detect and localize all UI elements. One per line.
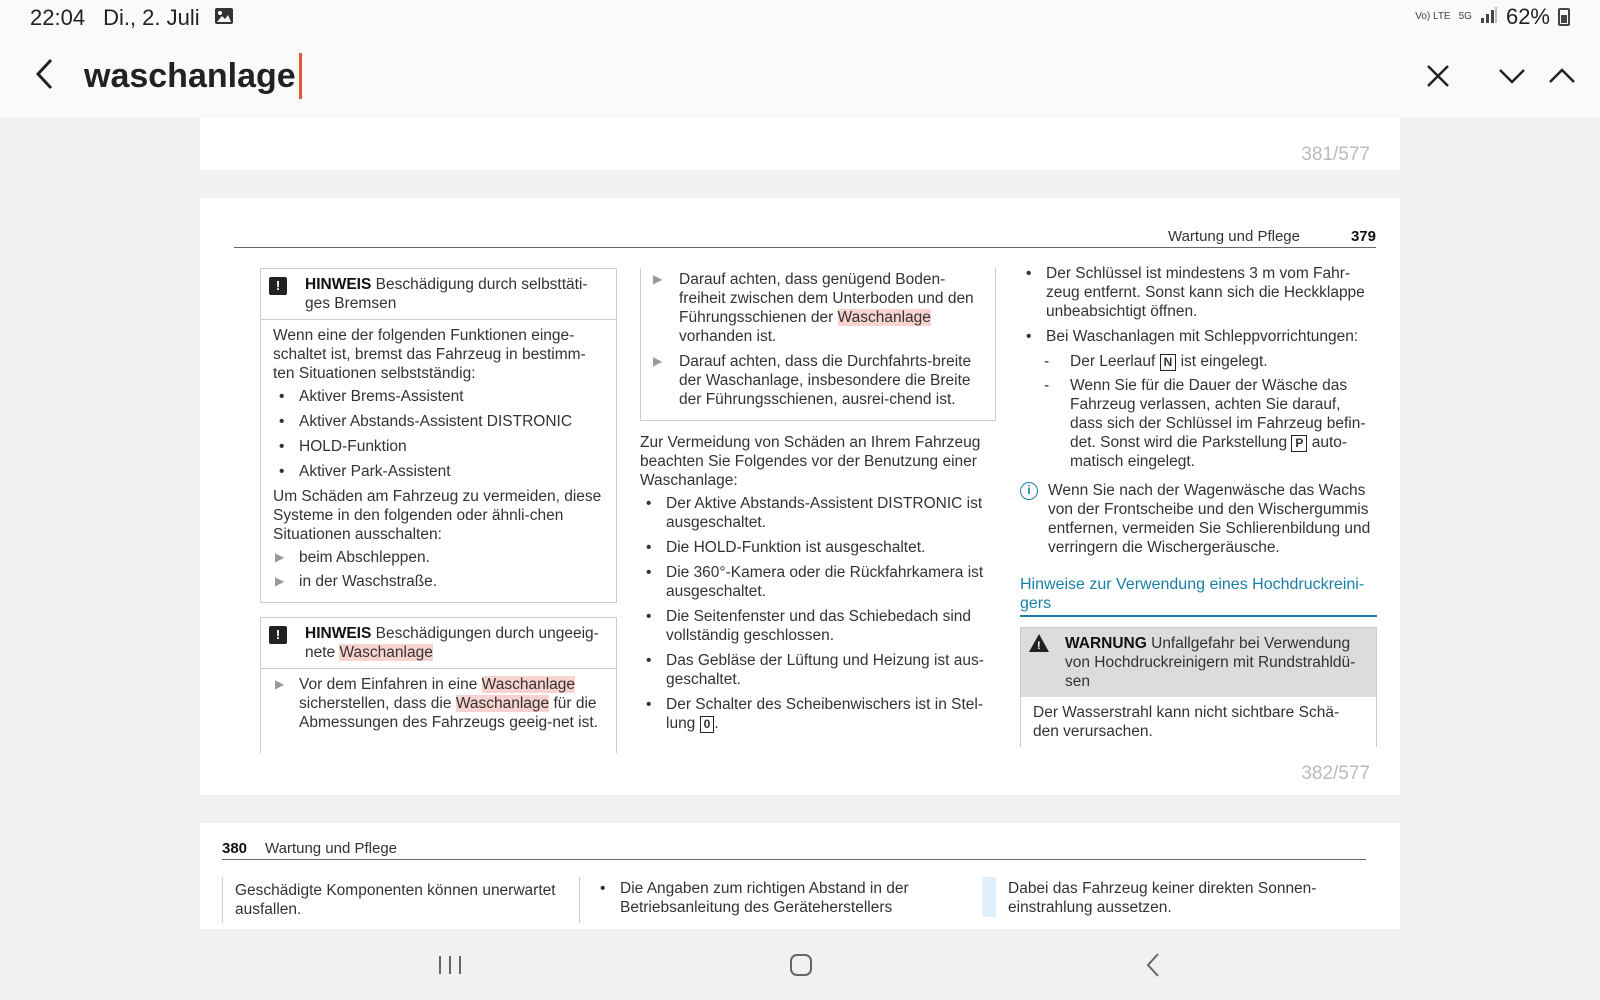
step-item: ▶ Vor dem Einfahren in eine Waschanlage sicherstellen, dass die Waschanlage für die Abmessungen des Fahrzeugs geeig-net ist. (275, 676, 598, 731)
home-icon (788, 952, 814, 978)
info-icon: i (1020, 482, 1038, 500)
key-symbol: N (1160, 354, 1177, 371)
list-item: • Die HOLD-Funktion ist ausgeschaltet. (640, 538, 996, 557)
chevron-up-icon (1547, 66, 1577, 86)
warning-header: ! WARNUNG Unfallgefahr bei Verwendung von Hochdruckreinigern mit Rundstrahldü-sen (1021, 628, 1376, 697)
section-title: Hinweise zur Verwendung eines Hochdruckreini-gers (1020, 575, 1377, 617)
previous-result-button[interactable] (1540, 54, 1584, 98)
next-result-button[interactable] (1490, 54, 1534, 98)
home-button[interactable] (776, 945, 826, 985)
recent-apps-button[interactable] (425, 945, 475, 985)
arrow-right-icon: ▶ (275, 574, 285, 588)
back-arrow-icon (1144, 952, 1162, 978)
doc-header-title: Wartung und Pflege (265, 840, 398, 857)
bottom-column-1: Geschädigte Komponenten können unerwartet ausfallen. (222, 877, 580, 923)
recent-apps-icon (437, 954, 463, 976)
header-rule (234, 247, 1376, 248)
doc-header-title: Wartung und Pflege (1167, 228, 1300, 245)
hinweis-box-2-header: ! HINWEIS Beschädigungen durch ungeeig-nete Waschanlage (261, 618, 616, 669)
hinweis-box-1-header (261, 269, 616, 320)
hinweis-label: HINWEIS (305, 276, 372, 293)
clear-search-button[interactable] (1416, 54, 1460, 98)
exclamation-icon: ! (269, 277, 287, 295)
bottom-column-2: • Die Angaben zum richtigen Abstand in der Betriebsanleitung des Geräteherstellers (600, 880, 909, 916)
list-item: • Bei Waschanlagen mit Schleppvorrichtungen: (1020, 327, 1377, 346)
status-bar (0, 0, 1600, 36)
arrow-right-icon: ▶ (653, 272, 663, 286)
step-item: ▶ Darauf achten, dass genügend Boden-freiheit zwischen dem Unterboden und den Führungsschienen der Waschanlage vorhanden ist. (653, 271, 974, 345)
hinweis-intro: Wenn eine der folgenden Funktionen einge-schaltet ist, bremst das Fahrzeug in bestimm-ten Situationen selbstständig: (273, 327, 586, 382)
hinweis-subtitle: Beschädigung durch selbsttäti-ges Bremsen (305, 276, 588, 312)
5g-icon: 5G (1458, 11, 1472, 22)
dash-item: - Der Leerlauf N ist eingelegt. (1020, 352, 1377, 371)
warning-box (1020, 627, 1377, 747)
hinweis-label: HINWEIS (305, 625, 372, 642)
key-symbol: 0 (700, 716, 715, 733)
gallery-notification-icon (214, 5, 234, 31)
page-383 (200, 823, 1400, 929)
nav-back-button[interactable] (1128, 945, 1178, 985)
list-item: • Aktiver Park-Assistent (273, 462, 604, 481)
doc-header-page: 380 (222, 840, 248, 857)
close-icon (1425, 63, 1451, 89)
step-item: ▶ beim Abschleppen. (275, 549, 430, 566)
list-item: • Aktiver Abstands-Assistent DISTRONIC (273, 412, 604, 431)
chevron-down-icon (1497, 66, 1527, 86)
list-item: • Der Schalter des Scheibenwischers ist in Stel-lung 0 . (640, 695, 996, 733)
exclamation-icon: ! (269, 626, 287, 644)
signal-icon (1480, 4, 1498, 30)
search-bar (0, 36, 1600, 118)
search-highlight: Waschanlage (837, 309, 931, 326)
continued-steps-box (640, 268, 996, 421)
column-2 (640, 268, 996, 739)
washing-checklist (640, 494, 996, 733)
dash-item: - Wenn Sie für die Dauer der Wäsche das Fahrzeug verlassen, achten Sie darauf, dass sich der Schlüssel im Fahrzeug befin-det. Sonst wird die Parkstellung P auto-matisch eingelegt. (1020, 376, 1377, 471)
search-input[interactable] (84, 50, 1284, 102)
arrow-right-icon: ▶ (275, 550, 285, 564)
text-cursor (299, 53, 302, 99)
list-item: • Die 360°-Kamera oder die Rückfahrkamera ist ausgeschaltet. (640, 563, 996, 601)
status-date: Di., 2. Juli (103, 5, 200, 30)
hinweis-box-2 (260, 617, 617, 753)
warning-icon (1029, 634, 1049, 652)
header-rule (222, 859, 1366, 860)
warning-label: WARNUNG (1065, 635, 1147, 652)
bottom-column-3: Dabei das Fahrzeug keiner direkten Sonnen-einstrahlung aussetzen. (982, 879, 1342, 917)
list-item: • Das Gebläse der Lüftung und Heizung ist aus-geschaltet. (640, 651, 996, 689)
volte-icon: Vo) LTE (1415, 11, 1451, 22)
column-3 (1020, 264, 1377, 747)
page-counter-382: 382/577 (1301, 763, 1370, 784)
step-item: ▶ Darauf achten, dass die Durchfahrts-breite der Waschanlage, insbesondere die Breite der Führungsschienen, ausrei-chend ist. (653, 353, 972, 408)
doc-header-page: 379 (1350, 228, 1376, 245)
page-381 (200, 118, 1400, 170)
page-382 (200, 198, 1400, 795)
hinweis-box-1 (260, 268, 617, 603)
list-item: • HOLD-Funktion (273, 437, 604, 456)
list-item: • Aktiver Brems-Assistent (273, 387, 604, 406)
arrow-right-icon: ▶ (653, 354, 663, 368)
warning-body: Der Wasserstrahl kann nicht sichtbare Schä-den verursachen. (1033, 704, 1340, 740)
status-right (1415, 4, 1570, 30)
arrow-right-icon: ▶ (275, 677, 285, 691)
washing-intro: Zur Vermeidung von Schäden an Ihrem Fahrzeug beachten Sie Folgendes vor der Benutzung einer Waschanlage: (640, 434, 981, 489)
page-counter-381: 381/577 (1301, 144, 1370, 165)
navigation-bar (0, 929, 1600, 1000)
function-list (273, 387, 604, 481)
search-highlight: Waschanlage (455, 695, 550, 712)
key-list (1020, 264, 1377, 346)
list-item: • Die Seitenfenster und das Schiebedach sind vollständig geschlossen. (640, 607, 996, 645)
hinweis-box-1-body (261, 320, 616, 602)
step-item: ▶ in der Waschstraße. (275, 573, 438, 590)
chevron-left-icon (33, 57, 55, 91)
key-symbol: P (1291, 435, 1307, 452)
battery-icon (1558, 8, 1570, 26)
battery-percent: 62% (1505, 4, 1550, 29)
back-button[interactable] (24, 54, 64, 94)
hinweis-outro: Um Schäden am Fahrzeug zu vermeiden, diese Systeme in den folgenden oder ähnli-chen Situationen ausschalten: (273, 488, 602, 543)
list-item: • Der Aktive Abstands-Assistent DISTRONIC ist ausgeschaltet. (640, 494, 996, 532)
search-highlight: Waschanlage (481, 676, 576, 693)
bullet: • (600, 880, 606, 897)
info-note: i Wenn Sie nach der Wagenwäsche das Wachs von der Frontscheibe und den Wischergummis entfernen, vermeiden Sie Schlierenbildung und verringern die Wischergeräusche. (1020, 481, 1377, 557)
status-time: 22:04 (30, 5, 86, 30)
search-highlight: Waschanlage (339, 644, 433, 661)
hinweis-box-2-body (261, 669, 616, 743)
info-bar (982, 877, 996, 917)
column-1 (260, 268, 617, 753)
list-item: • Der Schlüssel ist mindestens 3 m vom Fahr-zeug entfernt. Sonst kann sich die Heckklappe unbeabsichtigt öffnen. (1020, 264, 1377, 321)
